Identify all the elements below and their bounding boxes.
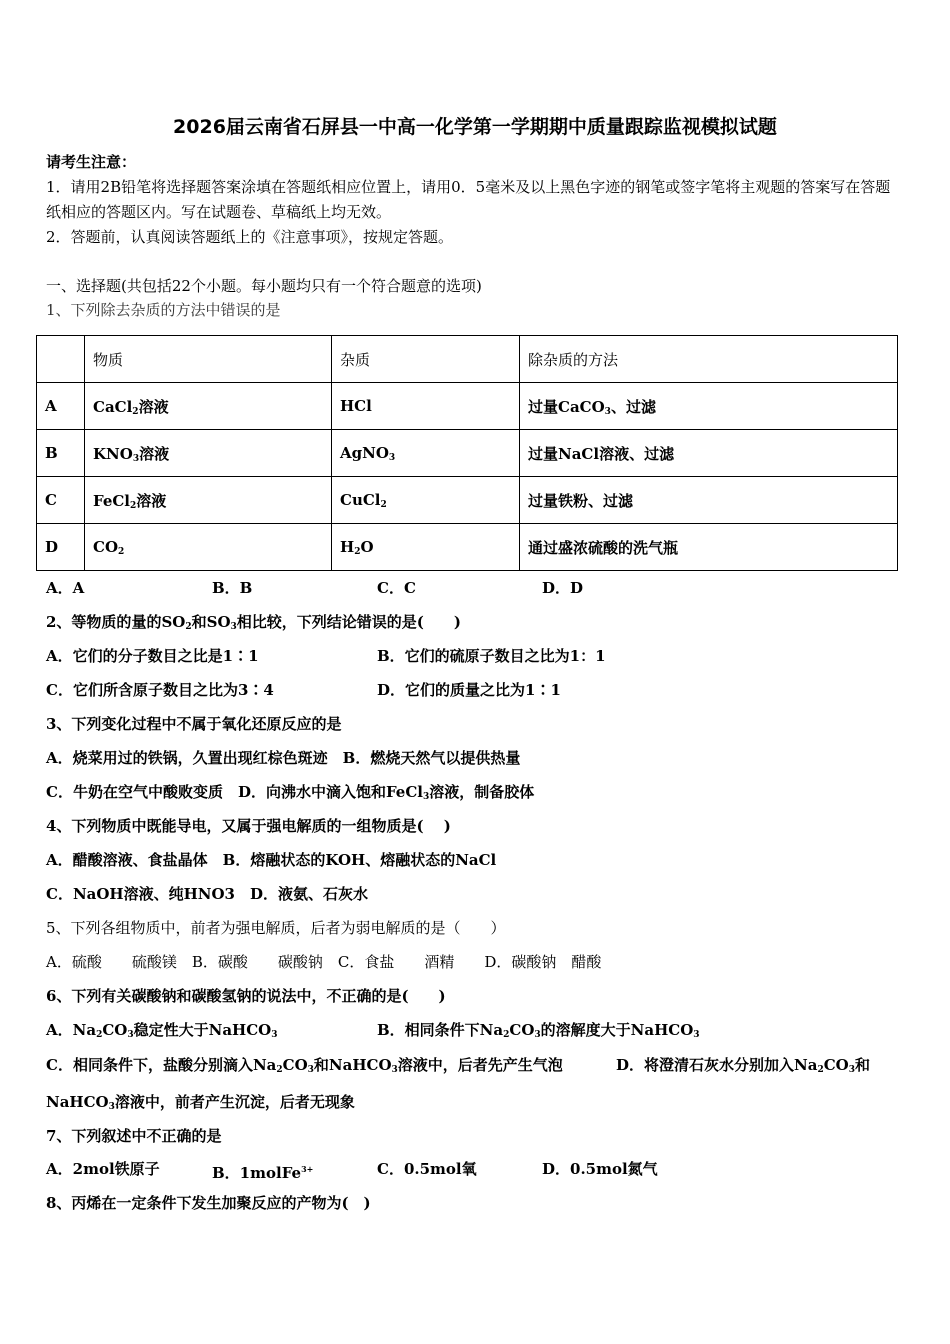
q1-option-c[interactable]: C．C [377, 579, 416, 597]
table-header-cell: 除杂质的方法 [520, 336, 898, 383]
impurity-cell: $H_2O$ [332, 524, 520, 571]
table-row [37, 430, 898, 477]
row-label: A [37, 383, 85, 430]
q1-table [36, 335, 898, 571]
notice-heading: 请考生注意： [46, 153, 137, 171]
q1-option-b[interactable]: B．B [212, 579, 253, 597]
impurity-cell: CuCl$_2$ [332, 477, 520, 524]
method-cell: 过量CaCO$_3$、过滤 [520, 383, 898, 430]
q7-option-c[interactable]: C．0.5mol氧 [377, 1160, 477, 1178]
method-cell: 过量铁粉、过滤 [520, 477, 898, 524]
substance-cell: CaCl$_2$溶液 [85, 383, 332, 430]
q6-option-d-continued: NaHCO$_3$溶液中，前者产生沉淀，后者无现象 [46, 1093, 355, 1112]
q3-options-cd[interactable]: C．牛奶在空气中酸败变质 D．向沸水中滴入饱和FeCl$_3$溶液，制备胶体 [46, 783, 535, 802]
q2-option-b[interactable]: B．它们的硫原子数目之比为1：1 [377, 647, 606, 665]
q5-stem: 5、下列各组物质中，前者为强电解质，后者为弱电解质的是（ ） [46, 919, 506, 937]
q6-option-b[interactable]: B．相同条件下$Na_2CO_3$的溶解度大于NaHCO$_3$ [377, 1021, 700, 1040]
impurity-cell: AgNO$_3$ [332, 430, 520, 477]
substance-cell: $KNO_3$溶液 [85, 430, 332, 477]
table-row [37, 383, 898, 430]
q1-option-d[interactable]: D．D [542, 579, 584, 597]
table-row [37, 524, 898, 571]
q6-option-c[interactable]: C．相同条件下，盐酸分别滴入$Na_2CO_3$和NaHCO$_3$溶液中，后者先产生气泡 [46, 1056, 563, 1075]
table-header-cell [37, 336, 85, 383]
q6-option-a[interactable]: A．$Na_2CO_3$稳定性大于NaHCO$_3$ [46, 1021, 278, 1040]
q7-stem: 7、下列叙述中不正确的是 [46, 1127, 222, 1145]
page-title: 2026届云南省石屏县一中高一化学第一学期期中质量跟踪监视模拟试题 [173, 116, 777, 138]
q1-option-a[interactable]: A．A [46, 579, 85, 597]
impurity-cell: HCl [332, 383, 520, 430]
q6-stem: 6、下列有关碳酸钠和碳酸氢钠的说法中，不正确的是( ) [46, 987, 446, 1005]
q7-option-d[interactable]: D．0.5mol氮气 [542, 1160, 658, 1178]
q2-option-a[interactable]: A．它们的分子数目之比是1∶1 [46, 647, 259, 665]
q4-stem: 4、下列物质中既能导电，又属于强电解质的一组物质是( ) [46, 817, 451, 835]
method-cell: 过量NaCl溶液、过滤 [520, 430, 898, 477]
q8-stem: 8、丙烯在一定条件下发生加聚反应的产物为( ) [46, 1194, 371, 1212]
section-heading: 一、选择题(共包括22个小题。每小题均只有一个符合题意的选项) [46, 277, 482, 295]
q5-options[interactable]: A．硫酸 硫酸镁 B．碳酸 碳酸钠 C．食盐 酒精 D．碳酸钠 醋酸 [46, 953, 602, 971]
row-label: C [37, 477, 85, 524]
table-header-cell: 物质 [85, 336, 332, 383]
substance-cell: FeCl$_2$溶液 [85, 477, 332, 524]
q7-option-a[interactable]: A．2mol铁原子 [46, 1160, 160, 1178]
q4-options-cd[interactable]: C．NaOH溶液、纯HNO3 D．液氨、石灰水 [46, 885, 369, 903]
q2-stem: 2、等物质的量的$SO_2$和$SO_3$相比较，下列结论错误的是( ) [46, 613, 461, 632]
q2-option-c[interactable]: C．它们所含原子数目之比为3∶4 [46, 681, 274, 699]
row-label: B [37, 430, 85, 477]
notice-item-2: 2．答题前，认真阅读答题纸上的《注意事项》，按规定答题。 [46, 228, 454, 246]
substance-cell: $CO_2$ [85, 524, 332, 571]
q1-stem: 1、下列除去杂质的方法中错误的是 [46, 301, 281, 319]
table-row [37, 477, 898, 524]
q3-options-ab[interactable]: A．烧菜用过的铁锅，久置出现红棕色斑迹 B．燃烧天然气以提供热量 [46, 749, 521, 767]
q4-options-ab[interactable]: A．醋酸溶液、食盐晶体 B．熔融状态的KOH、熔融状态的NaCl [46, 851, 497, 869]
q7-option-b[interactable]: B．1molFe$^{3+}$ [212, 1164, 314, 1182]
q2-option-d[interactable]: D．它们的质量之比为1∶1 [377, 681, 561, 699]
table-header-row [37, 336, 898, 383]
table-header-cell: 杂质 [332, 336, 520, 383]
q3-stem: 3、下列变化过程中不属于氧化还原反应的是 [46, 715, 342, 733]
row-label: D [37, 524, 85, 571]
notice-item-1: 1．请用2B铅笔将选择题答案涂填在答题纸相应位置上，请用0．5毫米及以上黑色字迹的钢笔或签字笔将主观题的答案写在答题纸相应的答题区内。写在试题卷、草稿纸上均无效。 [46, 178, 891, 221]
method-cell: 通过盛浓硫酸的洗气瓶 [520, 524, 898, 571]
q6-option-d[interactable]: D．将澄清石灰水分别加入$Na_2CO_3$和 [616, 1056, 871, 1075]
